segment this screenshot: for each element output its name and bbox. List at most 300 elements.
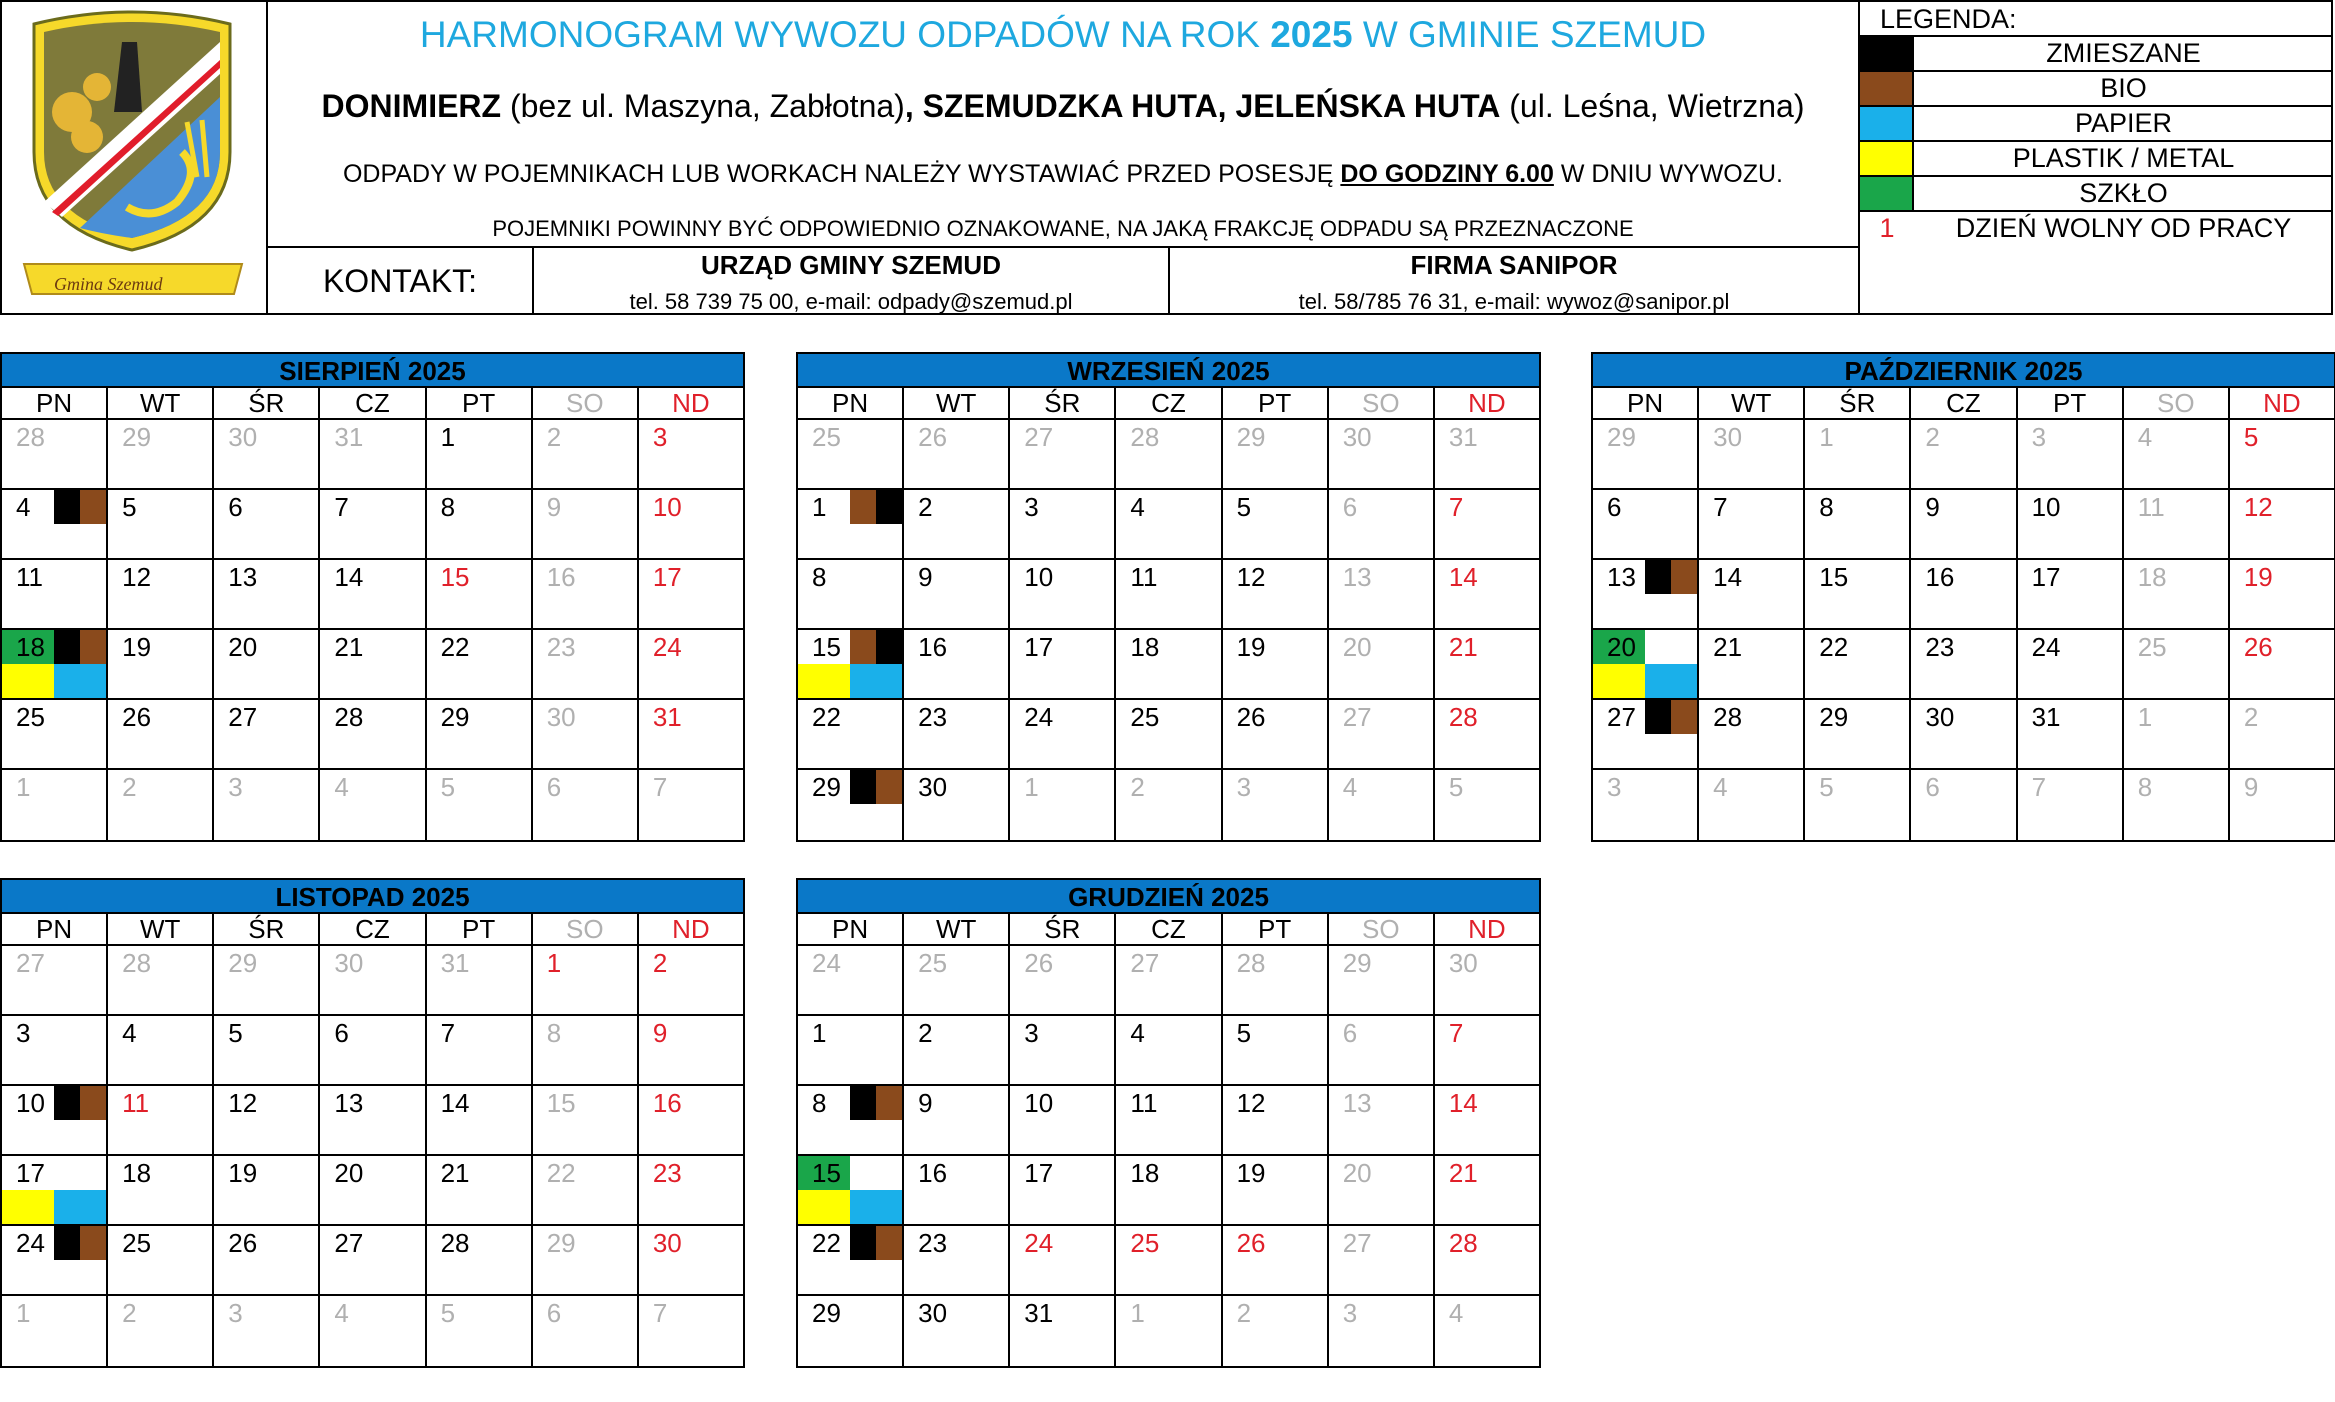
day-cell — [798, 560, 904, 628]
week-row — [798, 420, 1539, 490]
day-number: 7 — [652, 1298, 668, 1328]
day-cell — [904, 946, 1010, 1014]
day-number: 16 — [1925, 562, 1955, 592]
day-cell — [108, 946, 214, 1014]
plastic-metal-collection-marker — [798, 664, 850, 698]
day-cell — [1116, 770, 1222, 840]
day-number: 13 — [228, 562, 258, 592]
legend-label: ZMIESZANE — [2046, 38, 2201, 68]
day-cell — [904, 1156, 1010, 1224]
day-cell — [2230, 490, 2334, 558]
week-row — [2, 420, 743, 490]
day-number: 22 — [812, 702, 841, 732]
day-cell — [1435, 1296, 1539, 1366]
month-calendar — [1591, 352, 2335, 842]
day-number: 9 — [1925, 492, 1940, 522]
day-cell — [1805, 770, 1911, 840]
day-number: 2 — [1236, 1298, 1252, 1328]
day-cell — [2124, 490, 2230, 558]
day-cell — [1010, 1226, 1116, 1294]
day-number: 6 — [228, 492, 243, 522]
legend-row-plastik-metal — [1860, 140, 2333, 175]
day-cell — [320, 1226, 426, 1294]
day-number: 2 — [652, 948, 668, 978]
day-cell — [427, 946, 533, 1014]
legend-row-zmieszane — [1860, 35, 2333, 70]
paper-collection-marker — [850, 1190, 902, 1224]
day-number: 30 — [918, 1298, 948, 1328]
day-number: 5 — [228, 1018, 243, 1048]
day-number: 27 — [1342, 1228, 1372, 1258]
day-cell — [1911, 560, 2017, 628]
day-number: 26 — [1236, 1228, 1266, 1258]
day-cell — [904, 630, 1010, 698]
week-row — [798, 1296, 1539, 1366]
day-cell — [1010, 770, 1116, 840]
day-number: 6 — [1342, 1018, 1358, 1048]
day-number: 30 — [652, 1228, 682, 1258]
day-cell — [798, 630, 904, 698]
weekday-label: ŚR — [1010, 388, 1116, 418]
day-cell — [1699, 630, 1805, 698]
week-row — [798, 770, 1539, 840]
day-cell — [1435, 630, 1539, 698]
day-cell — [904, 1086, 1010, 1154]
weekday-label: WT — [904, 388, 1010, 418]
contact-sanipor: FIRMA SANIPOR tel. 58/785 76 31, e-mail: wywoz@sanipor.pl — [1298, 250, 1730, 314]
legend-holiday-number: 1 — [1879, 213, 1895, 243]
day-number: 13 — [1342, 1088, 1372, 1118]
day-number: 18 — [1130, 632, 1160, 662]
plastic-metal-collection-marker — [798, 1190, 850, 1224]
day-number: 30 — [334, 948, 364, 978]
day-number: 31 — [440, 948, 470, 978]
day-cell — [1223, 420, 1329, 488]
header-box — [0, 0, 2333, 315]
day-number: 21 — [440, 1158, 470, 1188]
day-number: 27 — [1342, 702, 1372, 732]
day-number: 4 — [2137, 422, 2153, 452]
day-number: 28 — [1448, 1228, 1478, 1258]
paper-collection-marker — [850, 664, 902, 698]
day-number: 10 — [2031, 492, 2061, 522]
day-number: 19 — [122, 632, 152, 662]
day-number: 28 — [16, 422, 45, 452]
day-cell — [108, 700, 214, 768]
day-number: 25 — [812, 422, 841, 452]
weekday-label: ND — [672, 914, 710, 944]
weekday-label: CZ — [320, 388, 426, 418]
notice-labeling: POJEMNIKI POWINNY BYĆ ODPOWIEDNIO OZNAKOWANE, NA JAKĄ FRAKCJĘ ODPADU SĄ PRZEZNACZONE — [492, 216, 1634, 241]
day-cell — [639, 946, 743, 1014]
day-number: 21 — [334, 632, 364, 662]
day-cell — [108, 770, 214, 840]
day-number: 1 — [2137, 702, 2153, 732]
day-cell — [1116, 560, 1222, 628]
day-number: 14 — [440, 1088, 470, 1118]
legend-row-papier — [1860, 105, 2333, 140]
day-cell — [108, 490, 214, 558]
day-cell — [904, 770, 1010, 840]
day-cell — [1435, 946, 1539, 1014]
day-cell — [320, 1016, 426, 1084]
day-number: 10 — [1024, 562, 1054, 592]
day-cell — [320, 770, 426, 840]
day-cell — [1911, 700, 2017, 768]
day-number: 2 — [2243, 702, 2259, 732]
day-number: 27 — [228, 702, 258, 732]
day-number: 31 — [652, 702, 682, 732]
day-number: 30 — [1713, 422, 1743, 452]
day-cell — [1116, 1086, 1222, 1154]
weekday-label: ŚR — [1805, 388, 1911, 418]
day-number: 21 — [1448, 1158, 1478, 1188]
day-cell — [1435, 1156, 1539, 1224]
day-number: 22 — [546, 1158, 576, 1188]
day-number: 9 — [652, 1018, 668, 1048]
day-number: 13 — [334, 1088, 364, 1118]
day-number: 23 — [652, 1158, 682, 1188]
day-cell — [2018, 770, 2124, 840]
day-cell — [1116, 1226, 1222, 1294]
day-cell — [904, 1226, 1010, 1294]
week-row — [798, 946, 1539, 1016]
weekday-label: PT — [427, 914, 533, 944]
day-cell — [214, 560, 320, 628]
day-cell — [1010, 946, 1116, 1014]
day-cell — [798, 420, 904, 488]
day-number: 9 — [2243, 772, 2259, 802]
day-cell — [2230, 630, 2334, 698]
day-cell — [1805, 700, 1911, 768]
day-number: 21 — [1448, 632, 1478, 662]
day-number: 16 — [918, 1158, 948, 1188]
day-cell — [1329, 1226, 1435, 1294]
day-number: 3 — [1342, 1298, 1358, 1328]
day-number: 16 — [652, 1088, 682, 1118]
day-number: 29 — [1236, 422, 1266, 452]
contact-gmina: URZĄD GMINY SZEMUD tel. 58 739 75 00, e-mail: odpady@szemud.pl — [534, 248, 1170, 315]
weekday-label: SO — [533, 914, 639, 944]
day-number: 28 — [122, 948, 152, 978]
area-description: DONIMIERZ (bez ul. Maszyna, Zabłotna), SZEMUDZKA HUTA, JELEŃSKA HUTA (ul. Leśna, Wietrzna) — [321, 88, 1805, 124]
day-number: 4 — [1130, 1018, 1145, 1048]
contact-label: KONTAKT: — [268, 248, 534, 315]
weekday-label: ND — [1468, 914, 1506, 944]
day-number: 1 — [440, 422, 456, 452]
day-number: 20 — [334, 1158, 364, 1188]
paper-collection-marker — [1645, 664, 1697, 698]
day-number: 7 — [652, 772, 668, 802]
day-number: 4 — [334, 1298, 349, 1328]
day-number: 8 — [546, 1018, 562, 1048]
day-cell — [1010, 490, 1116, 558]
day-number: 5 — [440, 1298, 456, 1328]
week-row — [2, 1156, 743, 1226]
day-cell — [1010, 560, 1116, 628]
weekday-header — [1593, 388, 2334, 420]
weekday-label: WT — [108, 914, 214, 944]
day-cell — [1435, 1016, 1539, 1084]
day-number: 4 — [1130, 492, 1145, 522]
legend-label: BIO — [2100, 73, 2147, 103]
day-cell — [1699, 420, 1805, 488]
day-cell — [1329, 630, 1435, 698]
day-number: 29 — [812, 1298, 841, 1328]
day-number: 5 — [1448, 772, 1464, 802]
day-cell — [1223, 700, 1329, 768]
bio-collection-marker — [80, 490, 106, 524]
day-cell — [2230, 770, 2334, 840]
day-cell — [1116, 946, 1222, 1014]
day-number: 30 — [228, 422, 258, 452]
day-cell — [108, 630, 214, 698]
day-cell — [798, 946, 904, 1014]
day-cell — [1010, 1086, 1116, 1154]
day-cell — [1223, 946, 1329, 1014]
day-number: 26 — [122, 702, 152, 732]
day-cell — [2, 420, 108, 488]
day-cell — [1435, 490, 1539, 558]
day-number: 14 — [1713, 562, 1743, 592]
bio-collection-marker — [1671, 700, 1697, 734]
month-grid — [0, 386, 745, 842]
day-number: 24 — [1024, 702, 1054, 732]
month-title: PAŹDZIERNIK 2025 — [1591, 352, 2335, 386]
day-cell — [1435, 1226, 1539, 1294]
day-number: 14 — [1448, 562, 1478, 592]
day-cell — [639, 1226, 743, 1294]
mixed-collection-marker — [1645, 560, 1671, 594]
day-number: 21 — [1713, 632, 1743, 662]
day-number: 1 — [16, 1298, 31, 1328]
day-number: 31 — [1024, 1298, 1054, 1328]
day-number: 12 — [228, 1088, 258, 1118]
day-cell — [1010, 700, 1116, 768]
day-number: 31 — [334, 422, 364, 452]
day-cell — [1435, 560, 1539, 628]
day-number: 8 — [2137, 772, 2153, 802]
day-cell — [320, 946, 426, 1014]
day-cell — [427, 700, 533, 768]
bio-collection-marker — [850, 490, 876, 524]
mixed-collection-marker — [850, 1086, 876, 1120]
day-number: 3 — [1236, 772, 1252, 802]
day-cell — [1223, 1086, 1329, 1154]
day-number: 27 — [334, 1228, 364, 1258]
day-number: 7 — [1448, 1018, 1464, 1048]
day-number: 30 — [1342, 422, 1372, 452]
day-number: 22 — [812, 1228, 841, 1258]
day-number: 18 — [16, 632, 45, 662]
month-calendar — [0, 352, 745, 842]
day-number: 5 — [2243, 422, 2259, 452]
day-number: 17 — [16, 1158, 45, 1188]
day-number: 28 — [334, 702, 364, 732]
day-cell — [320, 1296, 426, 1366]
day-cell — [1116, 1296, 1222, 1366]
day-number: 4 — [1342, 772, 1358, 802]
weekday-label: ŚR — [1010, 914, 1116, 944]
weekday-label: CZ — [1116, 914, 1222, 944]
legend-row-bio — [1860, 70, 2333, 105]
weekday-label: PT — [1223, 914, 1329, 944]
week-row — [2, 770, 743, 840]
legend-swatch — [1860, 107, 1914, 140]
day-number: 26 — [1024, 948, 1054, 978]
day-cell — [427, 560, 533, 628]
mixed-collection-marker — [54, 490, 80, 524]
day-cell — [1010, 1156, 1116, 1224]
day-number: 19 — [1236, 1158, 1266, 1188]
bio-collection-marker — [80, 630, 106, 664]
mixed-collection-marker — [54, 1226, 80, 1260]
day-cell — [639, 770, 743, 840]
day-number: 16 — [546, 562, 576, 592]
day-number: 3 — [1024, 492, 1039, 522]
mixed-collection-marker — [54, 630, 80, 664]
week-row — [2, 490, 743, 560]
day-cell — [2230, 560, 2334, 628]
day-number: 25 — [2137, 632, 2167, 662]
day-cell — [1699, 700, 1805, 768]
day-number: 6 — [1925, 772, 1940, 802]
day-number: 30 — [546, 702, 576, 732]
day-number: 5 — [440, 772, 456, 802]
day-cell — [108, 1296, 214, 1366]
day-number: 7 — [1713, 492, 1728, 522]
plastic-metal-collection-marker — [2, 1190, 54, 1224]
weekday-label: ND — [672, 388, 710, 418]
week-row — [2, 1016, 743, 1086]
day-cell — [108, 420, 214, 488]
weekday-label: PN — [1593, 388, 1699, 418]
day-number: 11 — [16, 562, 43, 592]
day-number: 30 — [1925, 702, 1955, 732]
weekday-header — [798, 388, 1539, 420]
week-row — [798, 1086, 1539, 1156]
day-cell — [2124, 700, 2230, 768]
day-cell — [1223, 1296, 1329, 1366]
day-cell — [214, 700, 320, 768]
day-number: 17 — [652, 562, 682, 592]
day-number: 17 — [1024, 632, 1054, 662]
weekday-header — [2, 388, 743, 420]
week-row — [1593, 560, 2334, 630]
day-number: 4 — [334, 772, 349, 802]
day-number: 9 — [918, 562, 933, 592]
day-number: 7 — [1448, 492, 1464, 522]
weekday-label: CZ — [320, 914, 426, 944]
day-number: 31 — [1448, 422, 1478, 452]
week-row — [1593, 770, 2334, 840]
day-cell — [798, 1016, 904, 1084]
day-number: 30 — [918, 772, 948, 802]
day-number: 1 — [16, 772, 31, 802]
week-row — [2, 1086, 743, 1156]
day-cell — [904, 490, 1010, 558]
day-cell — [1116, 700, 1222, 768]
day-cell — [1805, 490, 1911, 558]
day-cell — [639, 490, 743, 558]
day-number: 1 — [812, 1018, 827, 1048]
day-number: 3 — [2031, 422, 2047, 452]
day-cell — [1593, 420, 1699, 488]
weekday-label: PN — [2, 388, 108, 418]
weekday-label: PT — [427, 388, 533, 418]
day-cell — [1329, 1296, 1435, 1366]
day-cell — [2018, 700, 2124, 768]
day-number: 15 — [812, 1158, 841, 1188]
bio-collection-marker — [1671, 560, 1697, 594]
weekday-label: WT — [1699, 388, 1805, 418]
mixed-collection-marker — [876, 630, 902, 664]
day-cell — [904, 420, 1010, 488]
day-cell — [427, 1016, 533, 1084]
day-number: 24 — [2031, 632, 2061, 662]
day-number: 1 — [546, 948, 562, 978]
day-cell — [320, 700, 426, 768]
day-cell — [1593, 490, 1699, 558]
day-number: 26 — [1236, 702, 1266, 732]
day-number: 8 — [1819, 492, 1834, 522]
day-number: 28 — [440, 1228, 470, 1258]
month-title: SIERPIEŃ 2025 — [0, 352, 745, 386]
day-number: 6 — [546, 1298, 562, 1328]
day-number: 20 — [1342, 632, 1372, 662]
day-cell — [1223, 630, 1329, 698]
week-row — [2, 946, 743, 1016]
day-number: 10 — [652, 492, 682, 522]
day-cell — [798, 700, 904, 768]
weekday-label: PT — [2018, 388, 2124, 418]
day-cell — [1329, 560, 1435, 628]
day-number: 20 — [228, 632, 258, 662]
day-cell — [533, 700, 639, 768]
day-number: 26 — [2243, 632, 2273, 662]
day-cell — [2124, 420, 2230, 488]
weekday-header — [2, 914, 743, 946]
day-number: 29 — [122, 422, 152, 452]
month-grid — [796, 912, 1541, 1368]
day-cell — [214, 420, 320, 488]
day-cell — [1329, 770, 1435, 840]
day-cell — [639, 1016, 743, 1084]
day-number: 2 — [1925, 422, 1940, 452]
day-cell — [1911, 770, 2017, 840]
day-cell — [1116, 420, 1222, 488]
day-cell — [320, 490, 426, 558]
logo-text: Gmina Szemud — [54, 274, 163, 294]
day-number: 15 — [546, 1088, 576, 1118]
day-number: 17 — [2031, 562, 2061, 592]
weekday-label: ND — [2263, 388, 2301, 418]
day-cell — [427, 490, 533, 558]
day-number: 12 — [1236, 1088, 1266, 1118]
day-cell — [1223, 490, 1329, 558]
day-cell — [214, 770, 320, 840]
weekday-label: CZ — [1911, 388, 2017, 418]
weekday-label: ND — [1468, 388, 1506, 418]
day-cell — [214, 1086, 320, 1154]
logo-cell — [2, 2, 268, 315]
day-number: 29 — [1607, 422, 1636, 452]
week-row — [1593, 700, 2334, 770]
day-number: 2 — [918, 492, 933, 522]
day-number: 1 — [1130, 1298, 1145, 1328]
day-number: 9 — [546, 492, 562, 522]
day-cell — [320, 630, 426, 698]
